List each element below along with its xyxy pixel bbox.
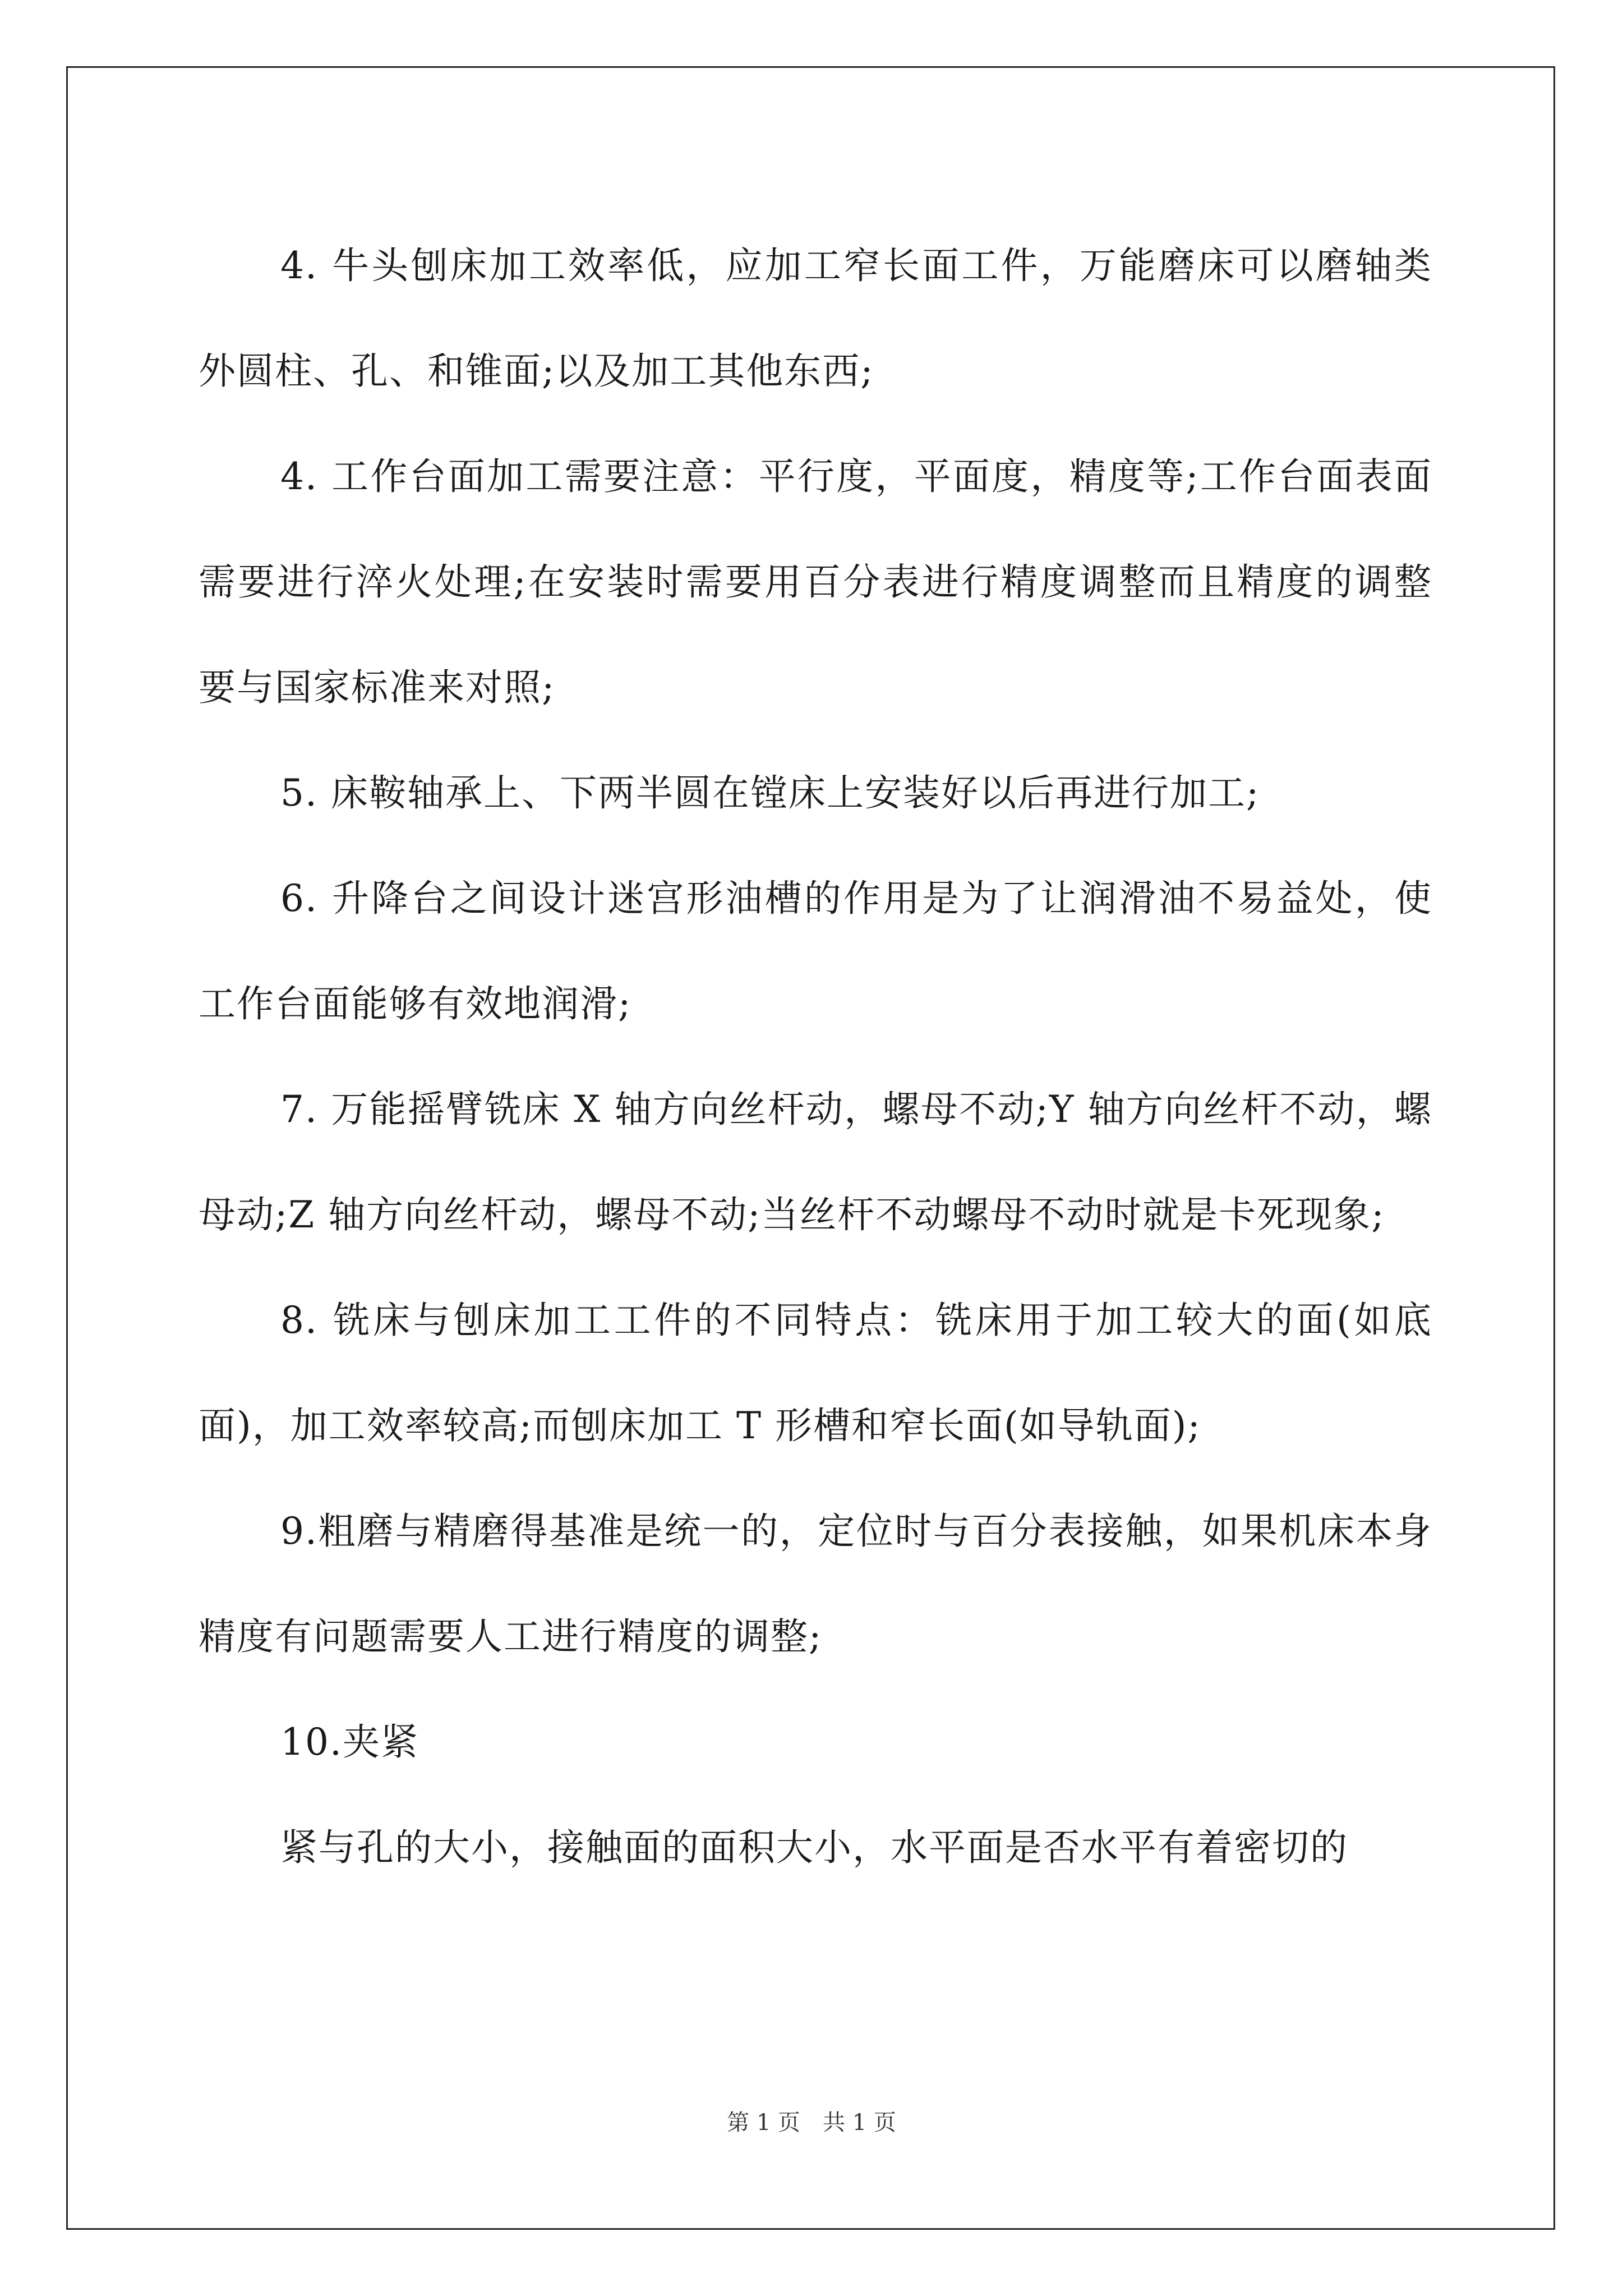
page-total: 共 1 页 [823, 2110, 896, 2136]
document-body [199, 213, 1432, 1901]
page-number: 第 1 页 [727, 2110, 800, 2136]
paragraph-item-4-planer: 4. 牛头刨床加工效率低，应加工窄长面工件，万能磨床可以磨轴类外圆柱、孔、和锥面;以及加工其他东西; [199, 244, 1432, 393]
paragraph-item-7: 7. 万能摇臂铣床 X 轴方向丝杆动，螺母不动;Y 轴方向丝杆不动，螺母动;Z 轴方向丝杆动，螺母不动;当丝杆不动螺母不动时就是卡死现象; [199, 1088, 1432, 1236]
paragraph-item-6: 6. 升降台之间设计迷宫形油槽的作用是为了让润滑油不易益处，使工作台面能够有效地润滑; [199, 877, 1432, 1025]
paragraph-item-8: 8. 铣床与刨床加工工件的不同特点：铣床用于加工较大的面(如底面)，加工效率较高;而刨床加工 T 形槽和窄长面(如导轨面); [199, 1299, 1432, 1447]
paragraph-item-5: 5. 床鞍轴承上、下两半圆在镗床上安装好以后再进行加工; [280, 771, 1260, 815]
paragraph-continuation: 紧与孔的大小，接触面的面积大小，水平面是否水平有着密切的 [280, 1826, 1348, 1869]
paragraph-item-9: 9.粗磨与精磨得基准是统一的，定位时与百分表接触，如果机床本身精度有问题需要人工进行精度的调整; [199, 1510, 1432, 1658]
paragraph-item-4-worktable: 4. 工作台面加工需要注意：平行度，平面度，精度等;工作台面表面需要进行淬火处理;在安装时需要用百分表进行精度调整而且精度的调整要与国家标准来对照; [199, 455, 1432, 709]
page-footer [0, 2105, 1623, 2137]
paragraph-item-10: 10.夹紧 [280, 1720, 419, 1764]
